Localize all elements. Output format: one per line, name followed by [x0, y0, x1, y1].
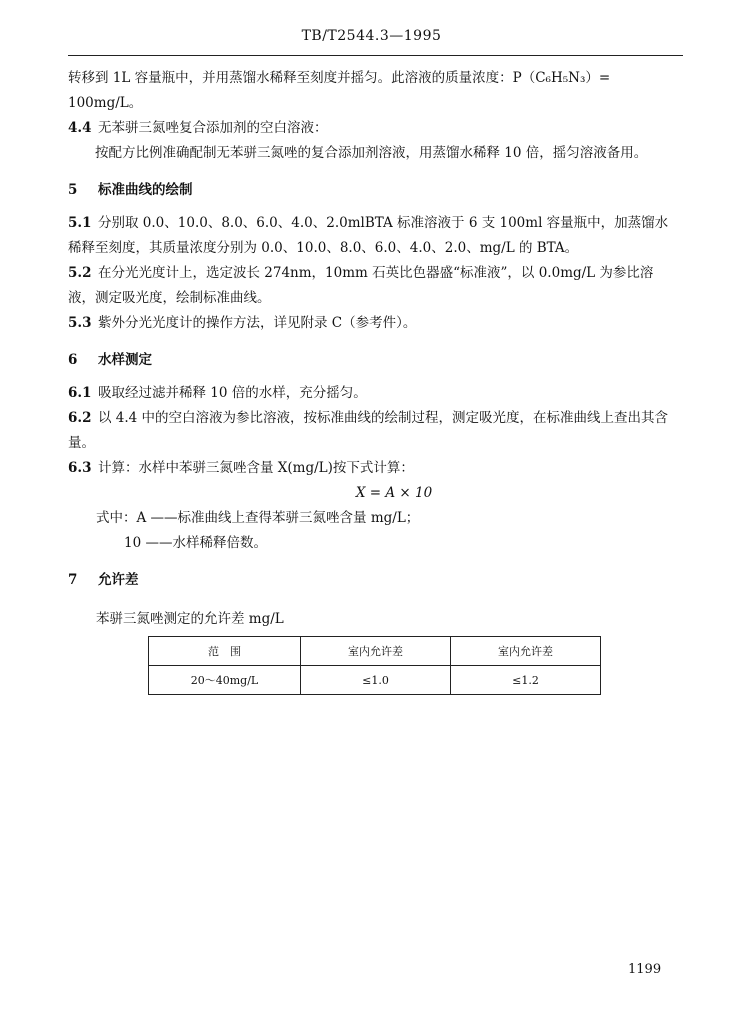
section-number: 5: [68, 182, 78, 198]
section-title: 水样测定: [98, 352, 152, 368]
paragraph-5-1: [68, 211, 680, 261]
clause-text: 吸取经过滤并稀释 10 倍的水样，充分摇匀。: [98, 385, 367, 401]
clause-number: 5.1: [68, 215, 92, 231]
page-number: 1199: [628, 962, 662, 977]
header-rule: [68, 55, 683, 56]
section-title: 允许差: [98, 572, 139, 588]
clause-number: 6.2: [68, 410, 92, 426]
table-header-cell: 范 围: [149, 637, 301, 666]
paragraph-5-2: [68, 261, 680, 311]
paragraph-5-3: [68, 311, 680, 336]
paragraph-4-3-continued: 转移到 1L 容量瓶中，并用蒸馏水稀释至刻度并摇匀。此溶液的质量浓度：P（C₆H₅N₃）=: [68, 70, 611, 86]
section-6-heading: [68, 348, 680, 373]
clause-text: 以 4.4 中的空白溶液为参比溶液，按标准曲线的绘制过程，测定吸光度，在标准曲线上查出其含量。: [68, 410, 669, 451]
section-number: 7: [68, 572, 78, 588]
tolerance-table: [148, 636, 601, 695]
formula-where-a: 式中：A ——标准曲线上查得苯骈三氮唑含量 mg/L；: [96, 510, 420, 526]
paragraph-6-3: [68, 456, 680, 481]
section-7-heading: [68, 568, 680, 593]
table-header-cell: 室内允许差: [451, 637, 601, 666]
clause-number: 5.2: [68, 265, 92, 281]
section-title: 无苯骈三氮唑复合添加剂的空白溶液：: [98, 120, 328, 136]
clause-number: 6.3: [68, 460, 92, 476]
standard-code-header: TB/T2544.3—1995: [301, 28, 442, 44]
section-4-4-heading: [68, 116, 680, 141]
table-header-row: [149, 637, 601, 666]
paragraph-6-1: [68, 381, 680, 406]
document-body: [68, 66, 680, 695]
section-number: 6: [68, 352, 78, 368]
table-row: [149, 666, 601, 695]
clause-text: 计算：水样中苯骈三氮唑含量 X(mg/L)按下式计算：: [98, 460, 414, 476]
table-cell: 20～40mg/L: [149, 666, 301, 695]
clause-text: 紫外分光光度计的操作方法，详见附录 C（参考件）。: [98, 315, 417, 331]
formula-where-10: 10 ——水样稀释倍数。: [124, 535, 267, 551]
formula: X = A × 10: [355, 485, 433, 501]
paragraph-4-3-concentration: 100mg/L。: [68, 95, 143, 111]
table-cell: ≤1.0: [301, 666, 451, 695]
table-cell: ≤1.2: [451, 666, 601, 695]
clause-text: 分别取 0.0、10.0、8.0、6.0、4.0、2.0mlBTA 标准溶液于 6 支 100ml 容量瓶中，加蒸馏水稀释至刻度，其质量浓度分别为 0.0、10.0、8.0、6.0、4.0、2.0、mg/L 的 BTA。: [68, 215, 669, 256]
clause-number: 6.1: [68, 385, 92, 401]
clause-text: 在分光光度计上，选定波长 274nm，10mm 石英比色器盛“标准液”，以 0.0mg/L 为参比溶液，测定吸光度，绘制标准曲线。: [68, 265, 654, 306]
section-5-heading: [68, 178, 680, 203]
table-header-cell: 室内允许差: [301, 637, 451, 666]
table-caption: 苯骈三氮唑测定的允许差 mg/L: [96, 611, 284, 627]
section-number: 4.4: [68, 120, 92, 136]
paragraph-6-2: [68, 406, 680, 456]
clause-number: 5.3: [68, 315, 92, 331]
section-title: 标准曲线的绘制: [98, 182, 193, 198]
paragraph-4-4: 按配方比例准确配制无苯骈三氮唑的复合添加剂溶液，用蒸馏水稀释 10 倍，摇匀溶液备用。: [95, 145, 648, 161]
